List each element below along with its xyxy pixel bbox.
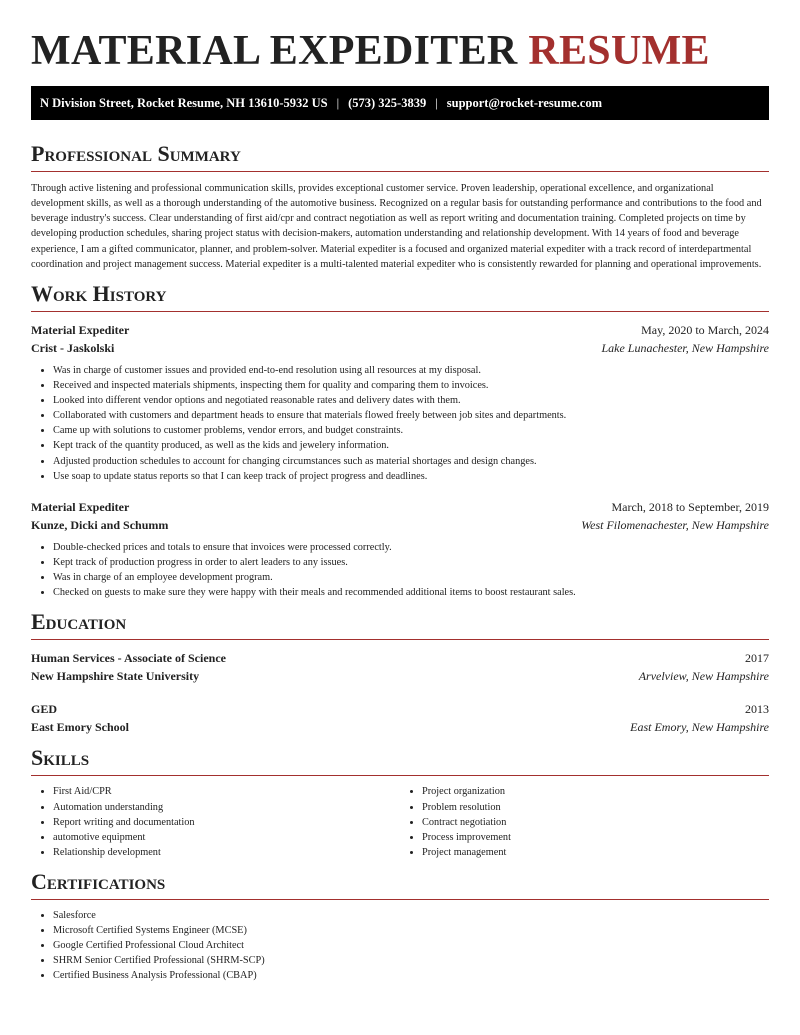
skills-section: [31, 746, 769, 860]
skill-item: • automotive equipment: [53, 830, 400, 845]
education-section: [31, 610, 769, 736]
skill-item: • Problem resolution: [422, 800, 769, 815]
title-main: MATERIAL EXPEDITER: [31, 28, 518, 74]
skills-column-left: [31, 784, 400, 859]
job-bullets: [31, 540, 769, 600]
education-location: Arvelview, New Hampshire: [638, 669, 769, 684]
certification-item: • Microsoft Certified Systems Engineer (MCSE): [53, 923, 769, 938]
skills-heading: Skills: [31, 746, 769, 776]
skill-item: • Contract negotiation: [422, 815, 769, 830]
job-bullet: • Looked into different vendor options and negotiated reasonable rates and delivery dates with them.: [53, 393, 769, 408]
skills-column-right: [400, 784, 769, 859]
education-entry: [31, 649, 769, 685]
skill-item: • Project management: [422, 845, 769, 860]
education-heading: Education: [31, 610, 769, 640]
education-location: East Emory, New Hampshire: [630, 720, 769, 735]
job-bullet: • Kept track of production progress in order to alert leaders to any issues.: [53, 555, 769, 570]
education-degree: Human Services - Associate of Science: [31, 651, 226, 666]
job-bullet: • Kept track of the quantity produced, as well as the kids and jewelery information.: [53, 438, 769, 453]
contact-email: support@rocket-resume.com: [446, 95, 602, 110]
job-bullet: • Collaborated with customers and department heads to ensure that materials flowed freely between job sites and departments.: [53, 408, 769, 423]
skill-item: • Process improvement: [422, 830, 769, 845]
education-degree: GED: [31, 702, 58, 717]
certification-item: • SHRM Senior Certified Professional (SHRM-SCP): [53, 953, 769, 968]
skill-item: • Report writing and documentation: [53, 815, 400, 830]
certification-item: • Google Certified Professional Cloud Architect: [53, 938, 769, 953]
skill-item: • Automation understanding: [53, 800, 400, 815]
contact-bar: [31, 86, 769, 120]
job-title: Material Expediter: [31, 322, 130, 337]
education-entry: [31, 700, 769, 736]
summary-section: [31, 142, 769, 272]
summary-text: Through active listening and professional communication skills, provides exceptional customer service. Proven leadership, operational excellence, and organizational development skills, as well as a thorough understanding of the automotive business. Recognized on a regular basis for outstanding performance and contributions to the food and beverage industry's success. Clear understanding of first aid/cpr and contract negotiation as well as report writing and documentation training. Completed projects on time by developing production schedules, sharing project status with decision-makers, automation understanding and relationship development. With 14 years of food and beverage experience, I am a gifted communicator, planner, and problem-solver. Material expediter is a focused and organized material expediter with a track record of interdepartmental coordination and project management success. Material expediter is a multi-talented material expediter who is consistently rewarded for planning and operational improvements.: [31, 183, 762, 270]
job-dates: May, 2020 to March, 2024: [641, 322, 769, 337]
certifications-section: [31, 870, 769, 984]
title-accent: RESUME: [528, 28, 710, 74]
skill-item: • Project organization: [422, 784, 769, 799]
job-title: Material Expediter: [31, 499, 130, 514]
job-bullets: [31, 363, 769, 484]
job-bullet: • Was in charge of an employee development program.: [53, 570, 769, 585]
certifications-list: [31, 908, 769, 983]
resume-title: [31, 30, 769, 72]
certification-item: • Certified Business Analysis Professional (CBAP): [53, 968, 769, 983]
education-year: 2017: [745, 651, 769, 666]
job-location: West Filomenachester, New Hampshire: [581, 517, 769, 532]
contact-phone: (573) 325-3839: [348, 95, 427, 110]
certifications-heading: Certifications: [31, 870, 769, 900]
job-company: Crist - Jaskolski: [31, 340, 115, 355]
contact-separator: |: [336, 95, 340, 110]
education-year: 2013: [745, 702, 769, 717]
job-dates: March, 2018 to September, 2019: [611, 499, 769, 514]
skill-item: • First Aid/CPR: [53, 784, 400, 799]
job-entry: [31, 321, 769, 484]
job-bullet: • Was in charge of customer issues and provided end-to-end resolution using all resources at my disposal.: [53, 363, 769, 378]
contact-address: N Division Street, Rocket Resume, NH 13610-5932 US: [40, 95, 328, 110]
job-entry: [31, 498, 769, 600]
job-bullet: • Double-checked prices and totals to ensure that invoices were processed correctly.: [53, 540, 769, 555]
education-school: New Hampshire State University: [31, 669, 200, 684]
certification-item: • Salesforce: [53, 908, 769, 923]
job-bullet: • Checked on guests to make sure they were happy with their meals and recommended additional items to boost restaurant sales.: [53, 585, 769, 600]
job-bullet: • Adjusted production schedules to account for changing circumstances such as material shortages and design changes.: [53, 454, 769, 469]
contact-separator: |: [435, 95, 438, 110]
job-bullet: • Came up with solutions to customer problems, vendor errors, and budget constraints.: [53, 423, 769, 438]
job-bullet: • Use soap to update status reports so that I can keep track of project progress and deadlines.: [53, 469, 769, 484]
summary-heading: Professional Summary: [31, 142, 769, 172]
job-bullet: • Received and inspected materials shipments, inspecting them for quality and comparing them to invoices.: [53, 378, 769, 393]
skills-grid: [31, 784, 769, 859]
job-location: Lake Lunachester, New Hampshire: [601, 340, 769, 355]
work-history-heading: Work History: [31, 282, 769, 312]
job-company: Kunze, Dicki and Schumm: [31, 517, 169, 532]
work-history-section: [31, 282, 769, 600]
education-school: East Emory School: [31, 720, 130, 735]
skill-item: • Relationship development: [53, 845, 400, 860]
